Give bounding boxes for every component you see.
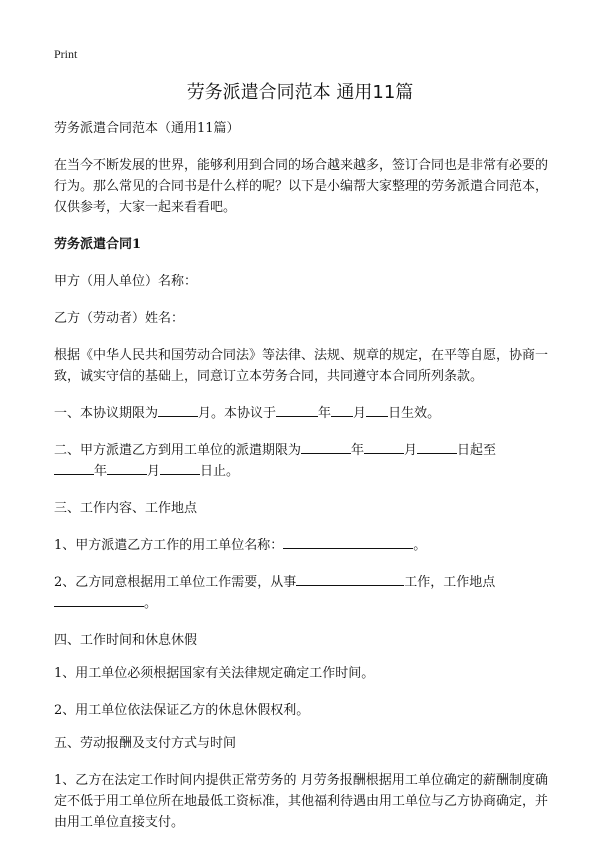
blank-line (54, 593, 144, 607)
clause-1-text-d: 月 (353, 406, 367, 421)
page-title: 劳务派遣合同范本 通用11篇 (186, 82, 414, 103)
blank-line (296, 572, 404, 586)
clause-5-title: 五、劳动报酬及支付方式与时间 (54, 736, 237, 751)
party-b-line: 乙方（劳动者）姓名： (54, 311, 185, 326)
clause-3-title: 三、工作内容、工作地点 (54, 501, 198, 516)
clause-3-2-text-c: 。 (144, 596, 158, 611)
clause-2-text-c: 月 (404, 443, 418, 458)
clause-2-text-b: 年 (351, 443, 365, 458)
clause-4-title: 四、工作时间和休息休假 (54, 633, 198, 648)
clause-1-text-b: 月。本协议于 (198, 406, 277, 421)
blank-line (417, 440, 457, 454)
blank-line (331, 403, 353, 417)
clause-3-1-text-a: 1、甲方派遣乙方工作的用工单位名称： (54, 538, 284, 553)
clause-2-text-g: 日止。 (200, 464, 240, 479)
clause-2-text-a: 二、甲方派遣乙方到用工单位的派遣期限为 (54, 443, 302, 458)
section-title: 劳务派遣合同1 (54, 237, 142, 252)
clause-3-1-text-b: 。 (413, 538, 427, 553)
blank-line (366, 403, 388, 417)
clause-1-text-a: 一、本协议期限为 (54, 406, 159, 421)
basis-paragraph: 根据《中华人民共和国劳动合同法》等法律、法规、规章的规定，在平等自愿，协商一致，诚实守信的基础上，同意订立本劳务合同，共同遵守本合同所列条款。 (54, 348, 549, 384)
clause-2-text-d: 日起至 (457, 443, 497, 458)
party-a-line: 甲方（用人单位）名称： (54, 274, 198, 289)
clause-2-text-f: 月 (147, 464, 161, 479)
blank-line (364, 440, 404, 454)
clause-3-2-text-a: 2、乙方同意根据用工单位工作需要，从事 (54, 575, 297, 590)
clause-5-1: 1、乙方在法定工作时间内提供正常劳务的 月劳务报酬根据用工单位确定的薪酬制度确定不低于用工单位所在地最低工资标准，其他福利待遇由用工单位与乙方协商确定，并由用工单位直接支付。 (54, 773, 549, 830)
clause-2-text-e: 年 (94, 464, 108, 479)
intro-paragraph: 在当今不断发展的世界，能够利用到合同的场合越来越多，签订合同也是非常有必要的行为。那么常见的合同书是什么样的呢？以下是小编帮大家整理的劳务派遣合同范本，仅供参考，大家一起来看看吧。 (54, 158, 549, 215)
blank-line (158, 403, 198, 417)
clause-3-1 (54, 535, 548, 556)
clause-2 (54, 440, 548, 482)
blank-line (301, 440, 351, 454)
blank-line (276, 403, 318, 417)
clause-1-text-e: 日生效。 (388, 406, 441, 421)
clause-4-1: 1、用工单位必须根据国家有关法律规定确定工作时间。 (54, 666, 375, 681)
clause-1 (54, 403, 548, 424)
clause-3-2-text-b: 工作，工作地点 (404, 575, 496, 590)
clause-4-2: 2、用工单位依法保证乙方的休息休假权利。 (54, 703, 310, 718)
blank-line (107, 461, 147, 475)
print-link[interactable]: Print (54, 47, 78, 61)
clause-1-text-c: 年 (318, 406, 332, 421)
blank-line (54, 461, 94, 475)
blank-line (283, 535, 413, 549)
document-body (54, 118, 548, 849)
clause-3-2 (54, 572, 548, 614)
subtitle: 劳务派遣合同范本（通用11篇） (54, 121, 240, 136)
blank-line (160, 461, 200, 475)
